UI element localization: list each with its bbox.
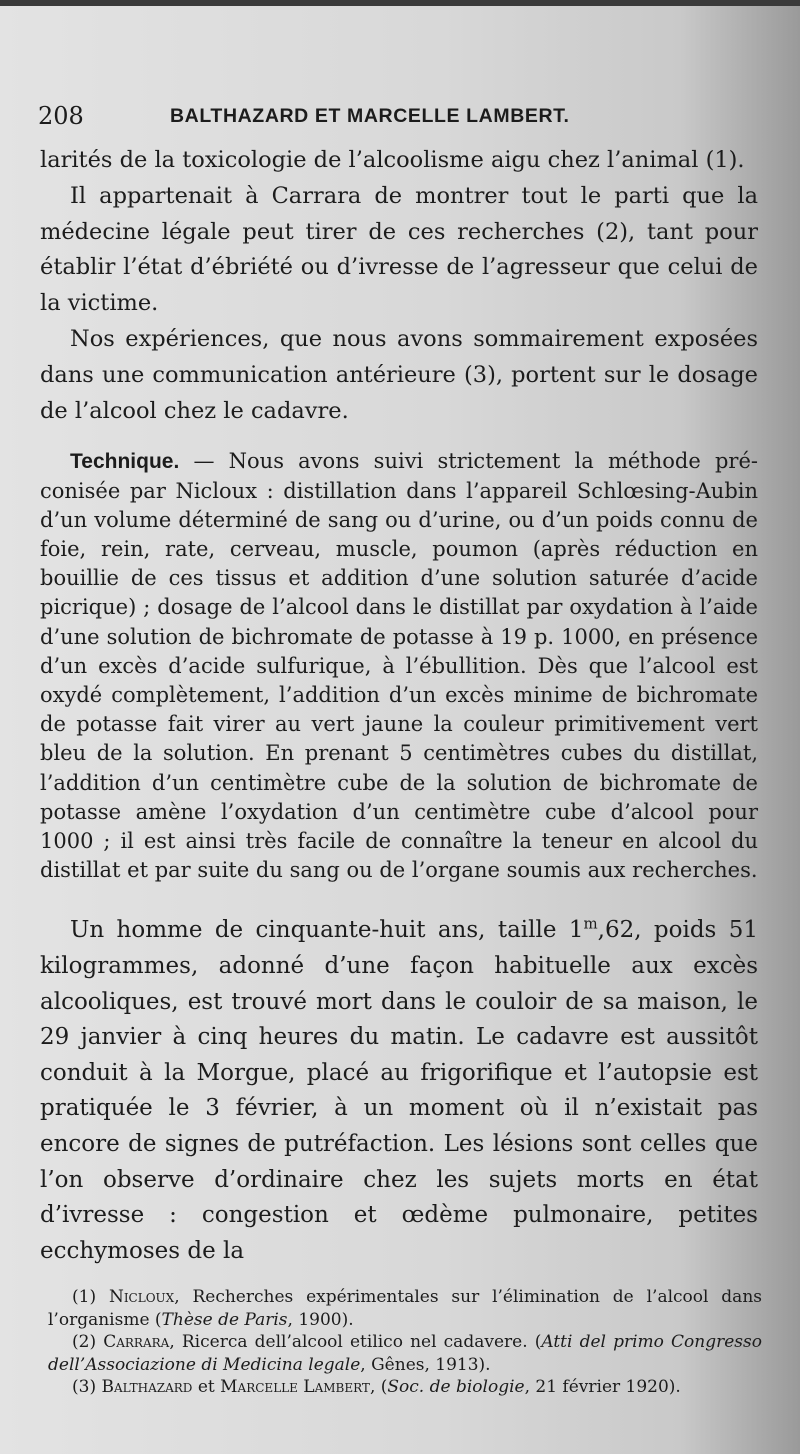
technique-text: — Nous avons suivi strictement la méthode préconisée par Nicloux : distillation dans l’appareil Schlœsing-Aubin d’un volume déterminé de sang ou d’urine, ou d’un poids connu de foie, rein, rate, cerveau, muscle, poumon (après réduction en bouillie de ces tissus et addition d’une solution saturée d’acide picrique) ; dosage de l’alcool dans le distillat par oxydation à l’aide d’une solution de bichromate de potasse à 19 p. 1000, en présence d’un excès d’acide sulfurique, à l’ébullition. Dès que l’alcool est oxydé complètement, l’addition d’un excès minime de bichromate de potasse fait virer au vert jaune la couleur primitivement vert bleu de la solution. En prenant 5 centimètres cubes du distillat, l’addition d’un centimètre cube de la solution de bichromate de potasse amène l’oxydation d’un centimètre cube d’alcool pour 1000 ; il est ainsi très facile de connaître la teneur en alcool du distillat et par suite du sang ou de l’organe soumis aux recherches. (40, 449, 758, 883)
footnote-number: (2) (72, 1332, 104, 1353)
technique-heading: Technique. (70, 450, 180, 474)
paragraph-carrara: Il appartenait à Carrara de montrer tout le parti que la médecine légale peut tirer de ces recherches (2), tant pour établir l’état d’ébriété ou d’ivresse de l’agresseur que celui de la victime. (40, 182, 758, 317)
case-text-rest: ,62, poids 51 kilogrammes, adonné d’une façon habituelle aux excès alcooliques, est trouvé mort dans le couloir de sa maison, le 29 janvier à cinq heures du matin. Le cadavre est aussitôt conduit à la Morgue, placé au frigorifique et l’autopsie est pratiquée le 3 février, à un moment où il n’existait pas encore de signes de putréfaction. Les lésions sont celles que l’on observe d’ordinaire chez les sujets morts en état d’ivresse : congestion et œdème pulmonaire, petites ecchymoses de la (40, 917, 758, 1264)
footnote-source: Soc. de biologie (387, 1377, 525, 1398)
footnote-title: , Recherches expérimentales sur l’élimination de l’alcool dans l’organisme ( (48, 1287, 762, 1330)
footnote-1 (48, 1286, 762, 1331)
paragraph-case (40, 913, 758, 1269)
paragraph-experiences: Nos expériences, que nous avons sommairement exposées dans une communication antérieure (3), portent sur le dosage de l’alcool chez le cadavre. (40, 325, 758, 424)
paragraph-continuation: larités de la toxicologie de l’alcoolisme aigu chez l’animal (1). (40, 147, 745, 173)
running-head: BALTHAZARD ET MARCELLE LAMBERT. (170, 105, 570, 127)
footnote-title: , ( (369, 1377, 388, 1398)
footnote-conjunction: et (192, 1377, 221, 1398)
paragraph-technique (40, 447, 758, 885)
footnote-author: Nicloux (108, 1287, 175, 1307)
footnote-3 (48, 1376, 762, 1399)
footnote-source: Thèse de Paris (161, 1309, 288, 1330)
footnotes (48, 1286, 762, 1399)
footnote-author: Balthazard (101, 1377, 193, 1398)
footnote-number: (1) (72, 1287, 109, 1307)
footnote-author: Marcelle Lambert (220, 1377, 370, 1398)
page-number: 208 (38, 102, 84, 130)
footnote-number: (3) (72, 1377, 102, 1398)
footnote-source: Atti del primo Congresso dell’Associazione di Medicina legale (48, 1332, 762, 1375)
footnote-tail: , 1900). (287, 1309, 354, 1330)
page-header (38, 102, 758, 132)
footnote-author: Carrara (103, 1332, 170, 1353)
footnote-tail: , 21 février 1920). (524, 1377, 681, 1398)
case-superscript: m (583, 914, 598, 933)
footnote-tail: , Gênes, 1913). (360, 1354, 491, 1375)
case-text-start: Un homme de cinquante-huit ans, taille 1 (70, 917, 584, 944)
footnote-2 (48, 1331, 762, 1376)
scan-edge (0, 0, 800, 6)
body-text (40, 143, 758, 1269)
footnote-title: , Ricerca dell’alcool etilico nel cadavere. ( (169, 1332, 542, 1353)
